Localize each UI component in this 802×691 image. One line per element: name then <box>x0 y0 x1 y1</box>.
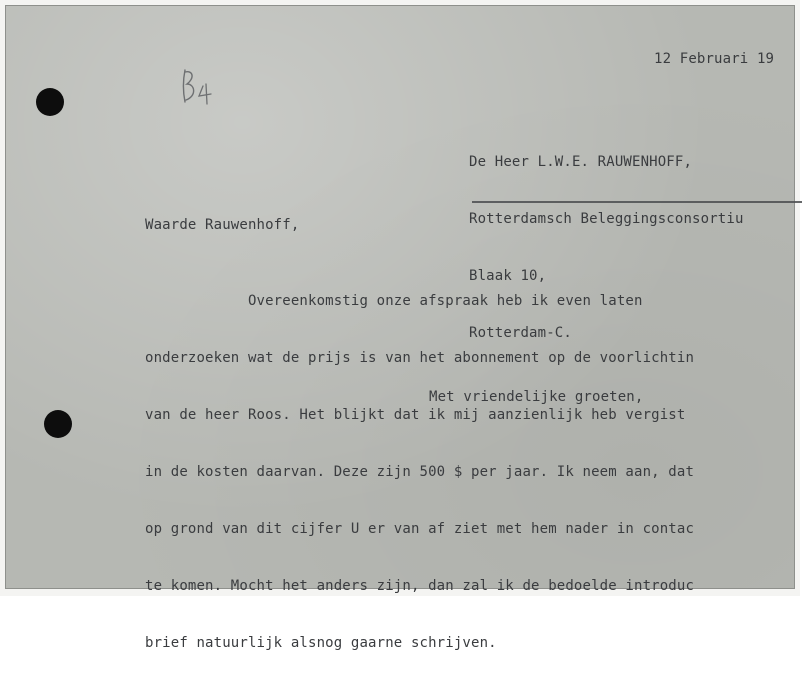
addressee-name: De Heer L.W.E. RAUWENHOFF, <box>469 154 693 170</box>
salutation: Waarde Rauwenhoff, <box>145 217 300 233</box>
addressee-street: Blaak 10, <box>469 268 547 284</box>
letter-date: 12 Februari 19 <box>654 51 775 67</box>
body-line: in de kosten daarvan. Deze zijn 500 $ per jaar. Ik neem aan, dat <box>145 464 695 480</box>
body-line: op grond van dit cijfer U er van af ziet met hem nader in contac <box>145 521 695 537</box>
punch-hole-bottom <box>44 410 72 438</box>
letter-body <box>145 254 694 691</box>
addressee-company: Rotterdamsch Beleggingsconsortiu <box>469 211 744 227</box>
address-underline <box>472 201 802 203</box>
pencil-margin-mark <box>179 64 219 108</box>
addressee-city: Rotterdam-C. <box>469 325 572 341</box>
body-line: van de heer Roos. Het blijkt dat ik mij aanzienlijk heb vergist <box>145 407 686 423</box>
body-line: brief natuurlijk alsnog gaarne schrijven. <box>145 635 497 651</box>
body-line: onderzoeken wat de prijs is van het abonnement op de voorlichtin <box>145 350 695 366</box>
letter-page <box>5 5 795 651</box>
body-line: te komen. Mocht het anders zijn, dan zal ik de bedoelde introduc <box>145 578 695 594</box>
closing-greeting: Met vriendelijke groeten, <box>429 389 644 405</box>
body-line: Overeenkomstig onze afspraak heb ik even laten <box>145 293 643 309</box>
punch-hole-top <box>36 88 64 116</box>
